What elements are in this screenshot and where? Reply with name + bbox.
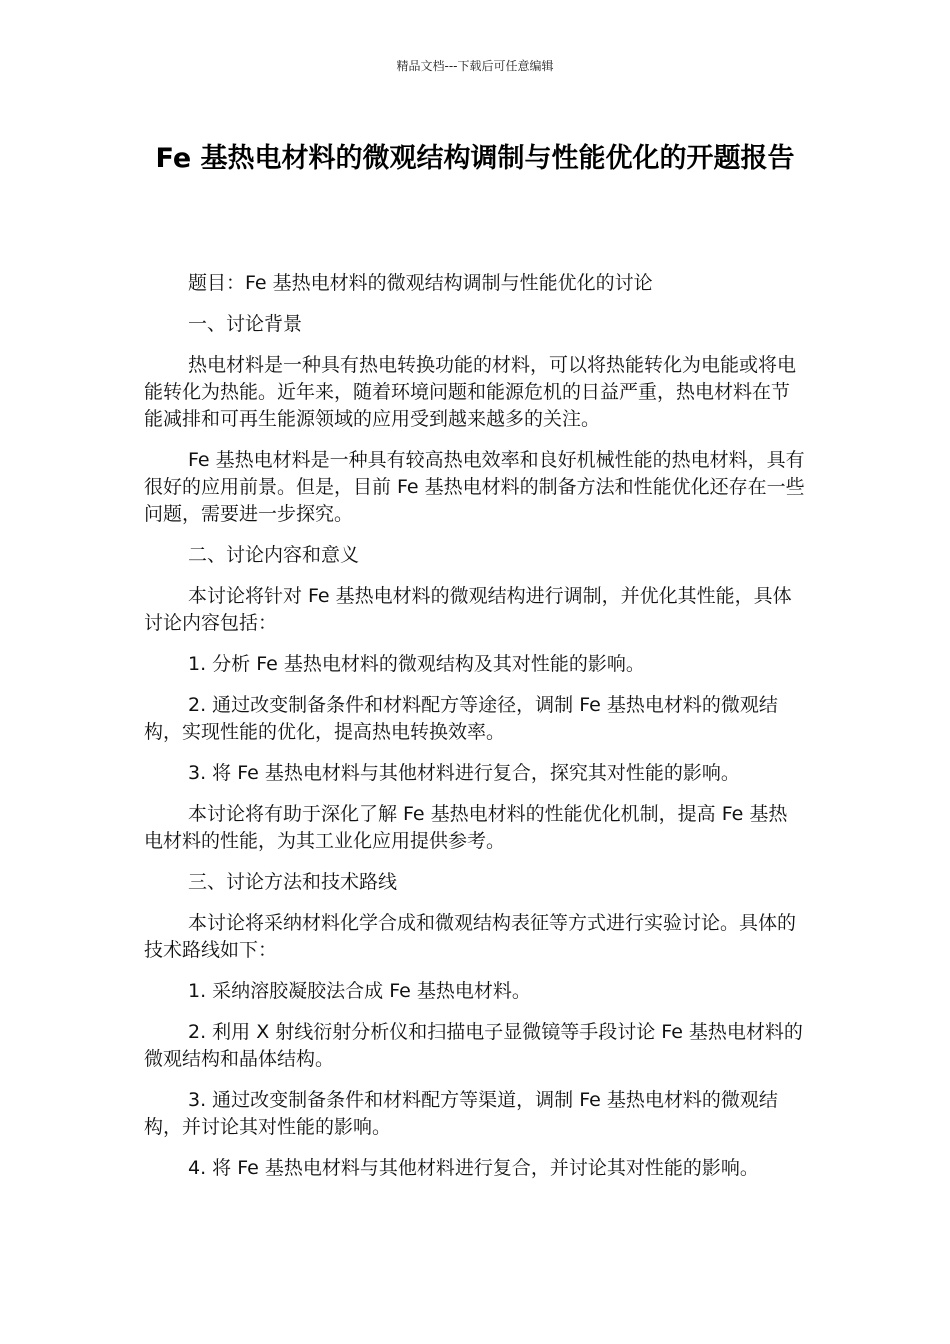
method-item-4: 4. 将 Fe 基热电材料与其他材料进行复合，并讨论其对性能的影响。 <box>188 1157 759 1179</box>
paragraph-background-1: 热电材料是一种具有热电转换功能的材料，可以将热能转化为电能或将电能转化为热能。近年来，随着环境问题和能源危机的日益严重，热电材料在节能减排和可再生能源领域的应用受到越来越多的关注。 <box>144 354 797 430</box>
document-body <box>144 270 806 1196</box>
paragraph-content-intro: 本讨论将针对 Fe 基热电材料的微观结构进行调制，并优化其性能，具体讨论内容包括： <box>144 585 792 634</box>
section-heading-methods: 三、讨论方法和技术路线 <box>188 871 398 893</box>
content-item-1: 1. 分析 Fe 基热电材料的微观结构及其对性能的影响。 <box>188 653 645 675</box>
content-item-3: 3. 将 Fe 基热电材料与其他材料进行复合，探究其对性能的影响。 <box>188 762 740 784</box>
section-heading-background: 一、讨论背景 <box>188 313 303 335</box>
content-item-2: 2. 通过改变制备条件和材料配方等途径，调制 Fe 基热电材料的微观结构，实现性能的优化，提高热电转换效率。 <box>144 694 778 743</box>
section-heading-content: 二、讨论内容和意义 <box>188 544 360 566</box>
paragraph-methods-intro: 本讨论将采纳材料化学合成和微观结构表征等方式进行实验讨论。具体的技术路线如下： <box>144 912 797 961</box>
paragraph-background-2: Fe 基热电材料是一种具有较高热电效率和良好机械性能的热电材料，具有很好的应用前景。但是，目前 Fe 基热电材料的制备方法和性能优化还存在一些问题，需要进一步探究。 <box>144 449 805 525</box>
method-item-3: 3. 通过改变制备条件和材料配方等渠道，调制 Fe 基热电材料的微观结构，并讨论其对性能的影响。 <box>144 1089 778 1138</box>
header-note: 精品文档---下载后可任意编辑 <box>396 59 554 73</box>
document-title: Fe 基热电材料的微观结构调制与性能优化的开题报告 <box>155 143 795 174</box>
topic-line: 题目：Fe 基热电材料的微观结构调制与性能优化的讨论 <box>188 272 653 294</box>
method-item-2: 2. 利用 X 射线衍射分析仪和扫描电子显微镜等手段讨论 Fe 基热电材料的微观结构和晶体结构。 <box>144 1021 803 1070</box>
method-item-1: 1. 采纳溶胶凝胶法合成 Fe 基热电材料。 <box>188 980 531 1002</box>
paragraph-significance: 本讨论将有助于深化了解 Fe 基热电材料的性能优化机制，提高 Fe 基热电材料的性能，为其工业化应用提供参考。 <box>144 803 788 852</box>
